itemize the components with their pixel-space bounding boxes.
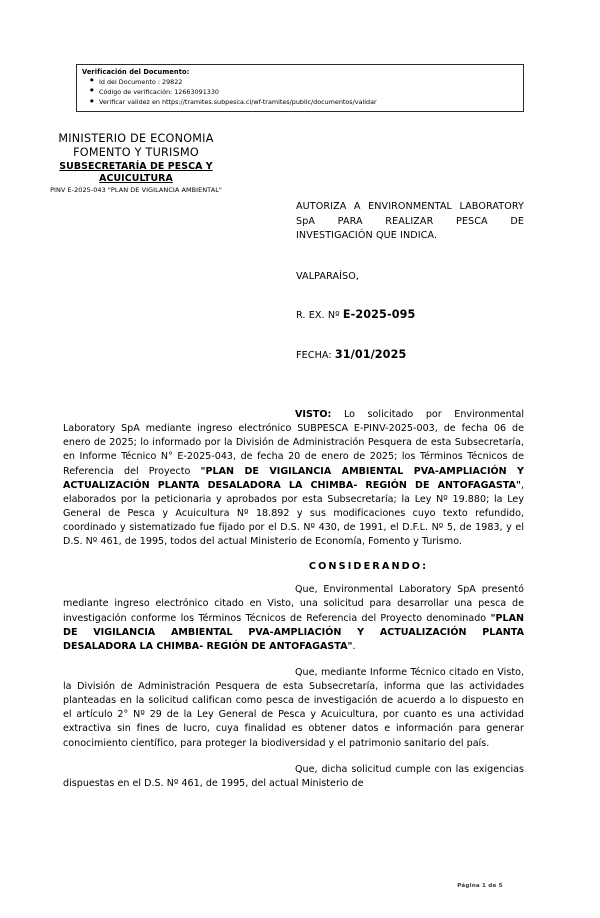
resolution-number-label: R. EX. Nº bbox=[296, 309, 340, 321]
resolution-date-value: 31/01/2025 bbox=[334, 347, 407, 361]
considerando-1-text-part-2: . bbox=[352, 640, 356, 652]
resolution-heading-block bbox=[296, 200, 524, 361]
paragraph-considerando-1 bbox=[63, 583, 524, 654]
document-body bbox=[63, 408, 524, 803]
resolution-number-line bbox=[296, 308, 524, 321]
resolution-date-label: FECHA: bbox=[296, 349, 332, 361]
verification-item-document-id: ● Id del Documento : 29822 bbox=[99, 77, 523, 87]
project-reference: PINV E-2025-043 "PLAN DE VIGILANCIA AMBIENTAL" bbox=[50, 186, 222, 195]
page-footer bbox=[0, 872, 600, 891]
visto-text-part-2: , elaborados por la peticionaria y aprobados por esta Subsecretaría; la Ley Nº 19.880; la Ley General de Pesca y Acuicultura Nº 18.892 y sus modificaciones cuyo texto refundido, coordinado y sistematizado fue fijado por el D.S. Nº 430, de 1991, el D.F.L. Nº 5, de 1983, y el D.S. Nº 461, de 1995, todos del actual Ministerio de Economía, Fomento y Turismo. bbox=[63, 479, 524, 548]
visto-label: VISTO: bbox=[295, 409, 332, 420]
subsecretaria-name: SUBSECRETARÍA DE PESCA Y ACUICULTURA bbox=[59, 161, 213, 184]
document-verification-box bbox=[76, 64, 524, 112]
considerando-3-text: Que, dicha solicitud cumple con las exigencias dispuestas en el D.S. Nº 461, de 1995, del actual Ministerio de bbox=[63, 763, 524, 789]
paragraph-considerando-3 bbox=[63, 763, 524, 791]
resolution-subject: AUTORIZA A ENVIRONMENTAL LABORATORY SpA PARA REALIZAR PESCA DE INVESTIGACIÓN QUE INDICA. bbox=[296, 201, 524, 242]
letterhead bbox=[26, 132, 246, 195]
considerando-2-text: Que, mediante Informe Técnico citado en Visto, la División de Administración Pesquera de esta Subsecretaría, informa que las actividades planteadas en la solicitud califican como pesca de investigación de acuerdo a lo dispuesto en el artículo 2° Nº 29 de la Ley General de Pesca y Acuicultura, por cuanto es una actividad extractiva sin fines de lucro, cuya finalidad es obtener datos e información para generar conocimiento científico, para proteger la biodiversidad y el patrimonio sanitario del país. bbox=[63, 666, 524, 749]
verification-details-list bbox=[77, 76, 523, 108]
ministry-name-line-1: MINISTERIO DE ECONOMIA bbox=[58, 132, 214, 145]
verification-item-url[interactable]: ● Verificar validez en https://tramites.subpesca.cl/wf-tramites/public/documentos/validar bbox=[99, 97, 523, 107]
considerando-1-project-title: "PLAN DE VIGILANCIA AMBIENTAL PVA-AMPLIACIÓN Y ACTUALIZACIÓN PLANTA DESALADORA LA CHIMBA- REGIÓN DE ANTOFAGASTA" bbox=[63, 612, 524, 652]
page-number-label: Página 1 de 5 bbox=[457, 883, 503, 889]
ministry-name-line-2: FOMENTO Y TURISMO bbox=[73, 145, 199, 159]
considerando-1-text-part-1: Que, Environmental Laboratory SpA presentó mediante ingreso electrónico citado en Visto, una solicitud para desarrollar una pesca de investigación conforme los Términos Técnicos de Referencia del Proyecto denominado bbox=[63, 584, 524, 624]
visto-project-title: "PLAN DE VIGILANCIA AMBIENTAL PVA-AMPLIACIÓN Y ACTUALIZACIÓN PLANTA DESALADORA LA CHIMBA- REGIÓN DE ANTOFAGASTA" bbox=[63, 465, 524, 491]
paragraph-considerando-2 bbox=[63, 666, 524, 751]
verification-item-code: ● Código de verificación: 12663091330 bbox=[99, 87, 523, 97]
resolution-number-value: E-2025-095 bbox=[342, 307, 416, 321]
resolution-date-line bbox=[296, 348, 524, 361]
visto-text-part-1: Lo solicitado por Environmental Laboratory SpA mediante ingreso electrónico SUBPESCA E-PINV-2025-003, de fecha 06 de enero de 2025; lo informado por la División de Administración Pesquera de esta Subsecretaría, en Informe Técnico N° E-2025-043, de fecha 20 de enero de 2025; los Términos Técnicos de Referencia del Proyecto bbox=[63, 409, 524, 477]
considerando-heading: CONSIDERANDO: bbox=[308, 561, 429, 573]
paragraph-visto bbox=[63, 408, 524, 549]
issue-city: VALPARAÍSO, bbox=[296, 270, 360, 282]
verification-box-title: Verificación del Documento: bbox=[82, 68, 190, 76]
